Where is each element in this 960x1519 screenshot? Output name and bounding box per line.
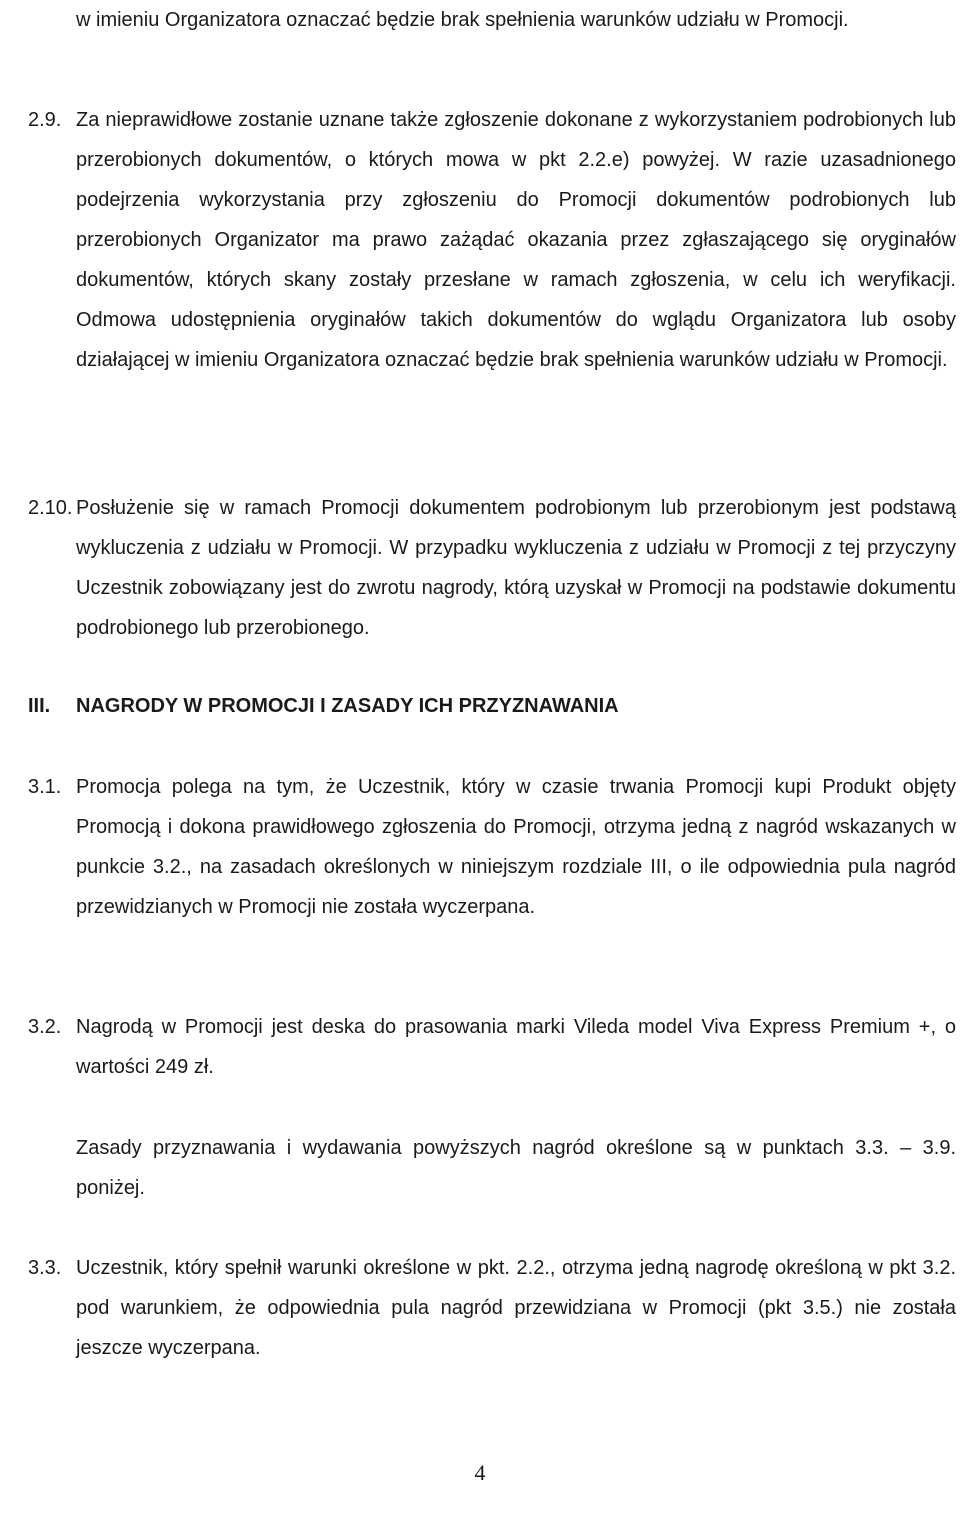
- section-3-3: [0, 1248, 960, 1368]
- chapter-title: NAGRODY W PROMOCJI I ZASADY ICH PRZYZNAWANIA: [76, 695, 619, 717]
- section-number: 3.3.: [28, 1257, 62, 1279]
- section-text: Uczestnik, który spełnił warunki określone w pkt. 2.2., otrzyma jedną nagrodę określoną w pkt 3.2. pod warunkiem, że odpowiednia pula nagród przewidziana w Promocji (pkt 3.5.) nie została jeszcze wyczerpana.: [76, 1257, 956, 1359]
- page-number: 4: [474, 1460, 486, 1485]
- intro-paragraph-text: w imieniu Organizatora oznaczać będzie brak spełnienia warunków udziału w Promocji.: [76, 9, 849, 31]
- section-continuation-text: Zasady przyznawania i wydawania powyższych nagród określone są w punktach 3.3. – 3.9. poniżej.: [76, 1137, 956, 1199]
- intro-paragraph: [0, 0, 960, 40]
- section-number: 2.10.: [28, 497, 73, 519]
- section-number: 2.9.: [28, 109, 62, 131]
- section-text: Za nieprawidłowe zostanie uznane także zgłoszenie dokonane z wykorzystaniem podrobionych lub przerobionych dokumentów, o których mowa w pkt 2.2.e) powyżej. W razie uzasadnionego podejrzenia wykorzystania przy zgłoszeniu do Promocji dokumentów podrobionych lub przerobionych Organizator ma prawo zażądać okazania przez zgłaszającego się oryginałów dokumentów, których skany zostały przesłane w ramach zgłoszenia, w celu ich weryfikacji. Odmowa udostępnienia oryginałów takich dokumentów do wglądu Organizatora lub osoby działającej w imieniu Organizatora oznaczać będzie brak spełnienia warunków udziału w Promocji.: [76, 109, 956, 371]
- section-2-9: [0, 100, 960, 380]
- section-text: Posłużenie się w ramach Promocji dokumentem podrobionym lub przerobionym jest podstawą wykluczenia z udziału w Promocji. W przypadku wykluczenia z udziału w Promocji z tej przyczyny Uczestnik zobowiązany jest do zwrotu nagrody, którą uzyskał w Promocji na podstawie dokumentu podrobionego lub przerobionego.: [76, 497, 956, 639]
- section-text: Promocja polega na tym, że Uczestnik, który w czasie trwania Promocji kupi Produkt objęty Promocją i dokona prawidłowego zgłoszenia do Promocji, otrzyma jedną z nagród wskazanych w punkcie 3.2., na zasadach określonych w niniejszym rozdziale III, o ile odpowiednia pula nagród przewidzianych w Promocji nie została wyczerpana.: [76, 776, 956, 918]
- chapter-heading: [0, 686, 960, 726]
- section-number: 3.2.: [28, 1016, 62, 1038]
- section-3-1: [0, 767, 960, 927]
- section-text: Nagrodą w Promocji jest deska do prasowania marki Vileda model Viva Express Premium +, o wartości 249 zł.: [76, 1016, 956, 1078]
- chapter-number: III.: [28, 695, 51, 717]
- section-3-2: [0, 1007, 960, 1087]
- section-3-2-continuation: [0, 1128, 960, 1208]
- section-2-10: [0, 488, 960, 648]
- section-number: 3.1.: [28, 776, 62, 798]
